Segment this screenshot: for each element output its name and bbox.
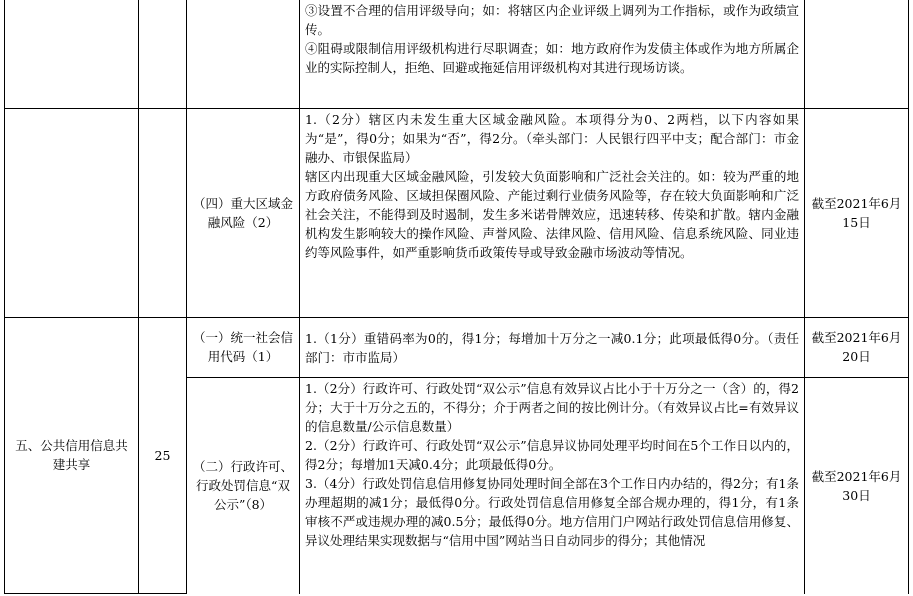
criteria-cell [300, 377, 805, 594]
deadline-text: 截至2021年6月20日 [811, 330, 902, 364]
score-cell [139, 108, 187, 317]
criteria-cell [300, 108, 805, 317]
deadline-text: 截至2021年6月15日 [811, 195, 902, 230]
category-cell [5, 317, 139, 594]
deadline-cell [805, 108, 909, 317]
item-cell [187, 108, 300, 317]
criteria-cell [300, 0, 805, 108]
criteria-text: 辖区内出现重大区域金融风险，引发较大负面影响和广泛社会关注的。如：较为严重的地方政府债务风险、区域担保圈风险、产能过剩行业债务风险等，存在较大负面影响和广泛社会关注，不能得到及时遏制，发生多米诺骨牌效应，迅速转移、传染和扩散。辖内金融机构发生影响较大的操作风险、声誉风险、法律风险、信用风险、信息系统风险、同业违约等风险事件，如严重影响货币政策传导或导致金融市场波动等情况。 [305, 168, 799, 260]
score-cell [139, 317, 187, 594]
evaluation-table [4, 0, 909, 594]
criteria-text: 3.（4分）行政处罚信息信用修复协同处理时间全部在3个工作日内办结的，得2分；有1条办理超期的减1分；最低得0分。行政处罚信息信用修复全部合规办理的，得1分，有1条审核不严或违规办理的减0.5分；最低得0分。地方信用门户网站行政处罚信息信用修复、异议处理结果实现数据与“信用中国”网站当日自动同步的得分；其他情况 [305, 475, 799, 548]
table-row [5, 108, 909, 317]
score-value: 25 [154, 447, 171, 463]
item-title: （一）统一社会信用代码（1） [193, 330, 294, 364]
item-title: （四）重大区域金融风险（2） [193, 195, 294, 230]
item-cell [187, 377, 300, 594]
deadline-text: 截至2021年6月30日 [811, 468, 902, 503]
criteria-text: 1.（1分）重错码率为0的，得1分；每增加十万分之一减0.1分；此项最低得0分。（责任部门：市市监局） [305, 330, 799, 365]
criteria-cell [300, 317, 805, 377]
category-cell [5, 0, 139, 108]
deadline-cell [805, 0, 909, 108]
criteria-text: 1.（2分）辖区内未发生重大区域金融风险。本项得分为0、2两档，以下内容如果为“是”，得0分；如果为“否”，得2分。（牵头部门：人民银行四平中支；配合部门：市金融办、市银保监局） [305, 111, 799, 165]
score-cell [139, 0, 187, 108]
criteria-text: 2.（2分）行政许可、行政处罚“双公示”信息异议协同处理平均时间在5个工作日以内的，得2分；每增加1天减0.4分；此项最低得0分。 [305, 437, 799, 472]
deadline-cell [805, 377, 909, 594]
category-title: 五、公共信用信息共建共享 [15, 438, 128, 473]
deadline-cell [805, 317, 909, 377]
item-title: （二）行政许可、行政处罚信息“双公示”（8） [193, 459, 294, 512]
category-cell [5, 108, 139, 317]
item-cell [187, 317, 300, 377]
table-row [5, 0, 909, 108]
table-row [5, 317, 909, 377]
criteria-text: 1.（2分）行政许可、行政处罚“双公示”信息有效异议占比小于十万分之一（含）的，得2分；大于十万分之五的，不得分；介于两者之间的按比例计分。（有效异议占比=有效异议的信息数量/公示信息数量） [305, 380, 799, 434]
criteria-text: ④阻碍或限制信用评级机构进行尽职调查；如：地方政府作为发债主体或作为地方所属企业的实际控制人，拒绝、回避或拖延信用评级机构对其进行现场访谈。 [305, 41, 799, 75]
item-cell [187, 0, 300, 108]
criteria-text: ③设置不合理的信用评级导向；如：将辖区内企业评级上调列为工作指标，或作为政绩宣传。 [305, 3, 799, 37]
